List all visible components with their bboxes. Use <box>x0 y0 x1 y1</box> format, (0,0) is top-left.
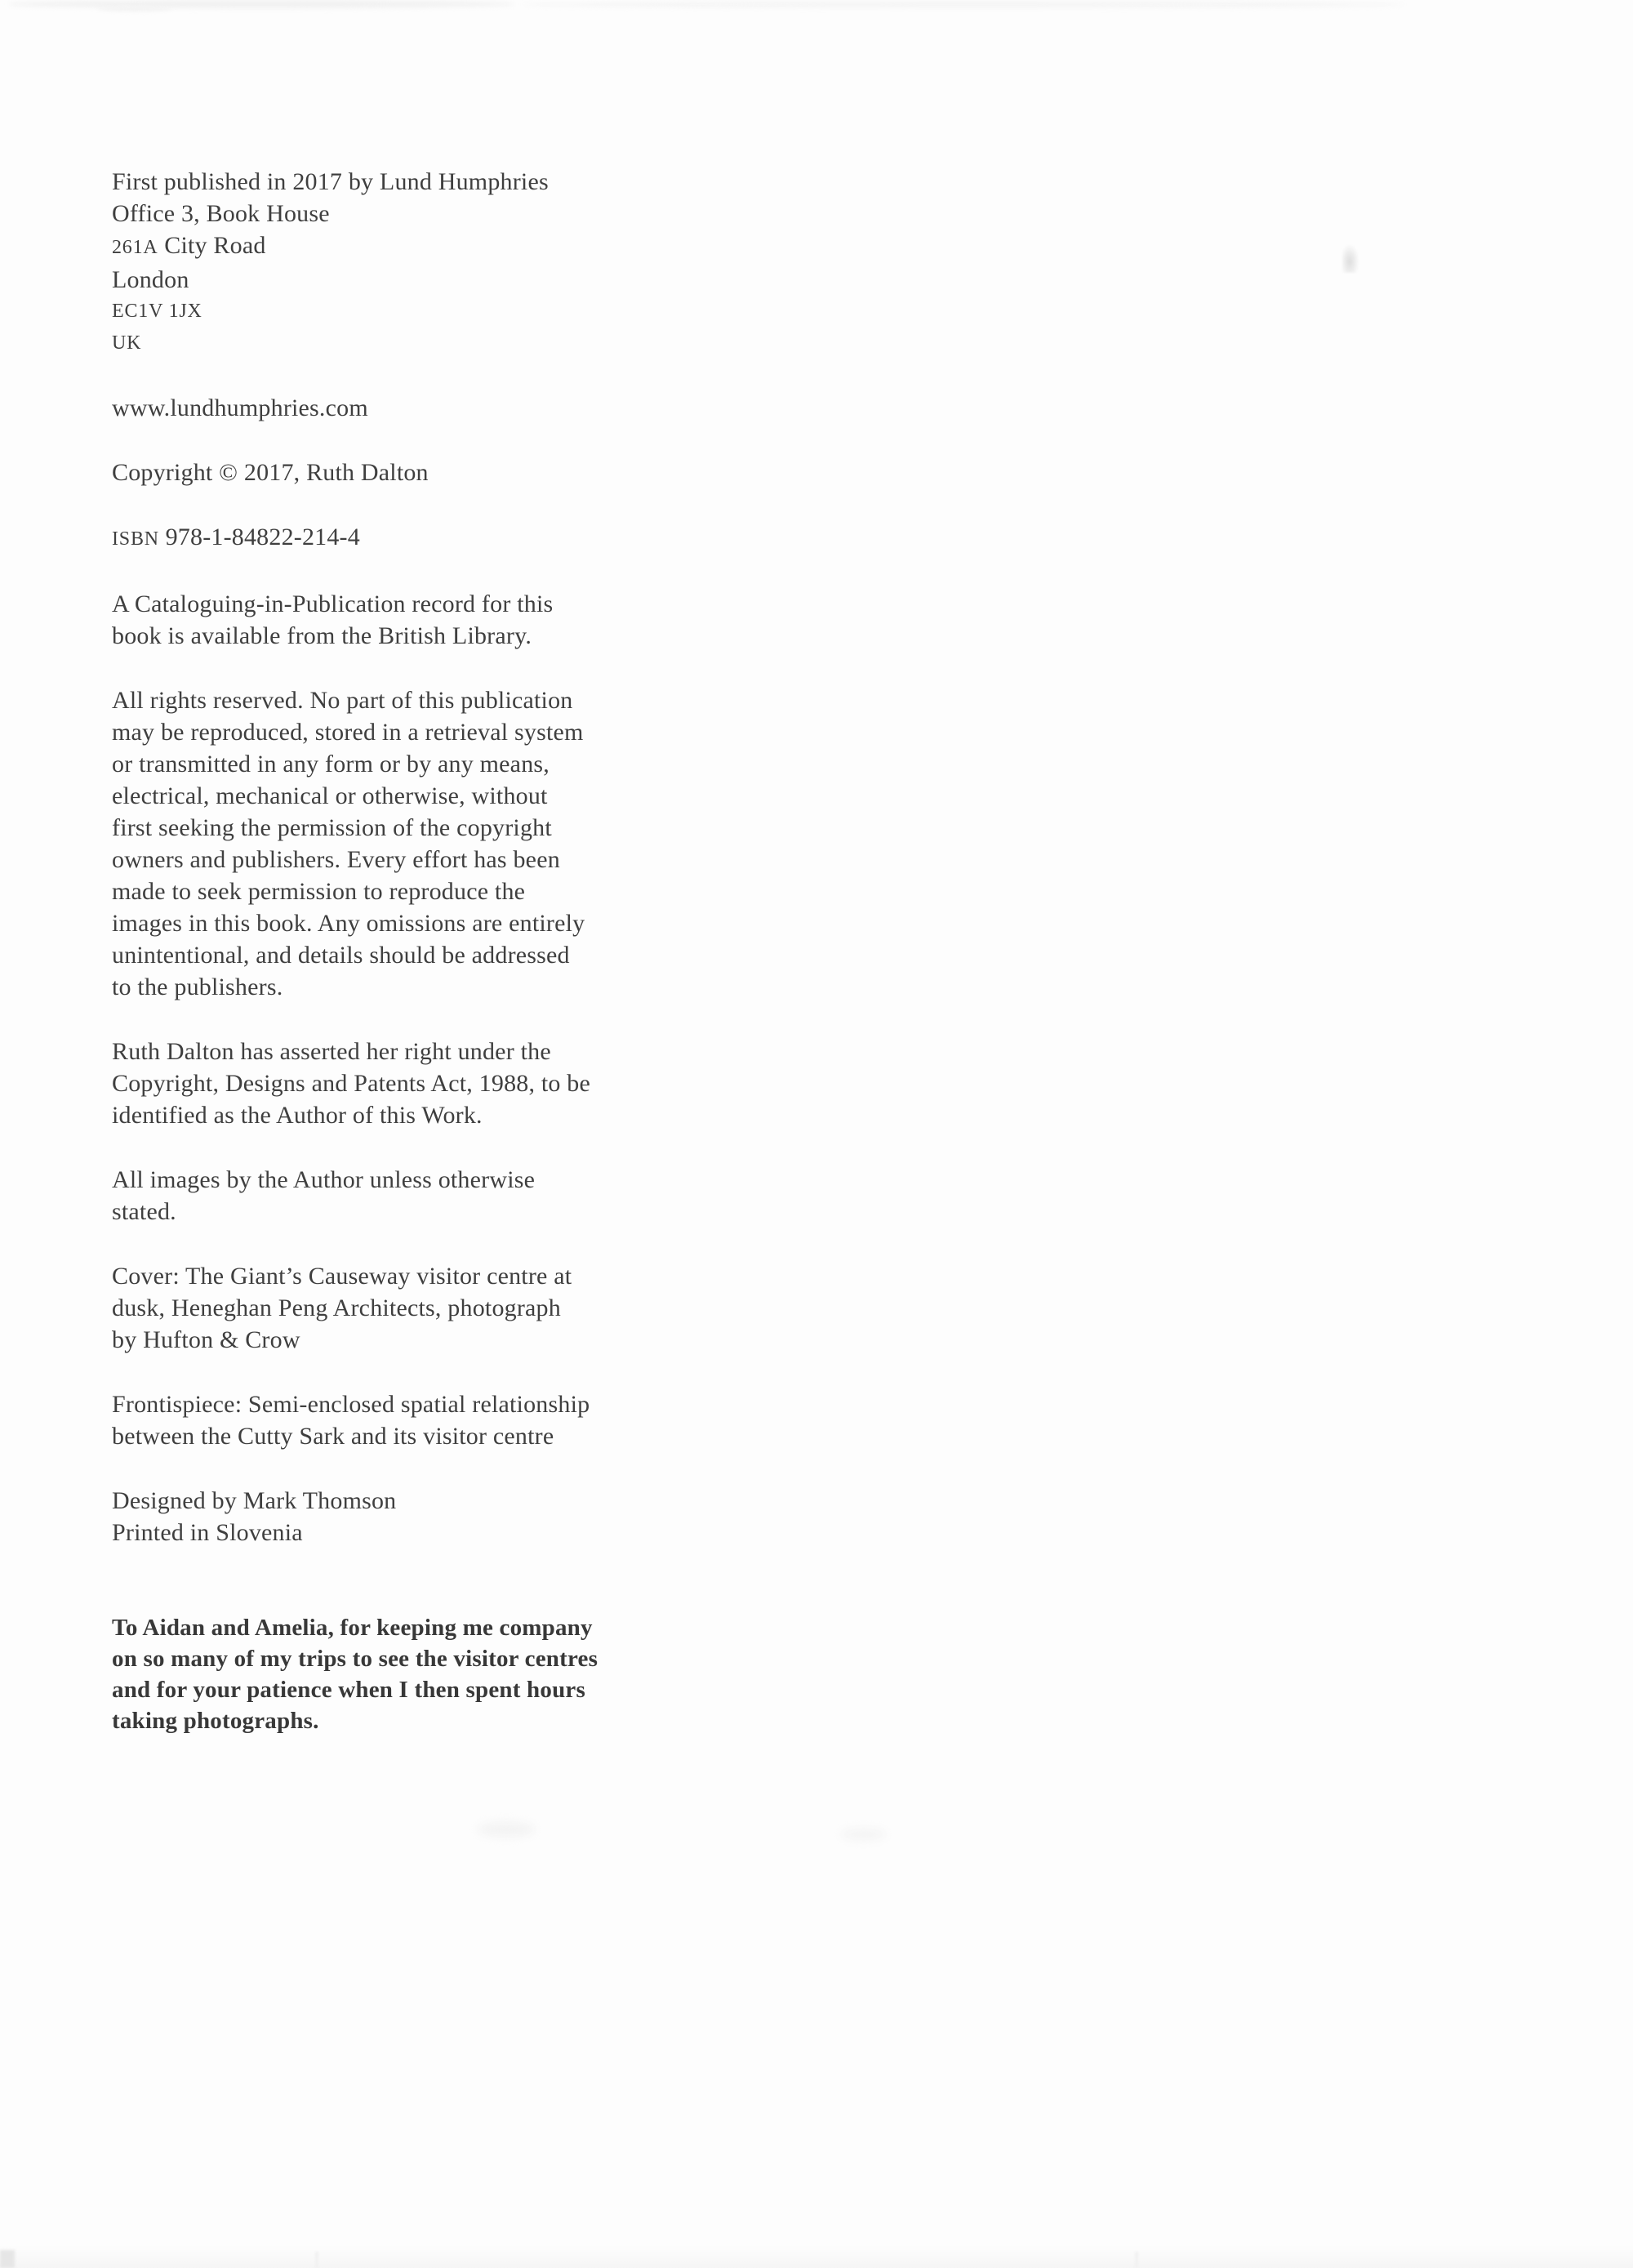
text-line: Copyright, Designs and Patents Act, 1988, to be <box>112 1070 591 1097</box>
text-line: taking photographs. <box>112 1708 319 1734</box>
publisher-website <box>112 392 798 424</box>
country-line: UK <box>112 332 142 354</box>
copyright-line <box>112 457 798 488</box>
text-line <box>112 521 798 555</box>
text-line: Designed by Mark Thomson <box>112 1487 397 1514</box>
imprint-content <box>112 166 798 1769</box>
scan-artifact-bottom-strip <box>0 2245 1633 2268</box>
text-line: Copyright © 2017, Ruth Dalton <box>112 459 429 486</box>
text-line: owners and publishers. Every effort has been <box>112 846 560 873</box>
street-number: 261A <box>112 237 158 258</box>
dedication <box>112 1612 798 1736</box>
text-line: A Cataloguing-in-Publication record for this <box>112 590 554 617</box>
text-line: Frontispiece: Semi-enclosed spatial relationship <box>112 1391 590 1418</box>
text-line: Cover: The Giant’s Causeway visitor centre at <box>112 1263 572 1290</box>
text-line: unintentional, and details should be addressed <box>112 942 570 969</box>
text-line: and for your patience when I then spent hours <box>112 1677 585 1703</box>
text-line: To Aidan and Amelia, for keeping me company <box>112 1615 593 1641</box>
scan-artifact-seam <box>1135 2252 1138 2268</box>
text-line: electrical, mechanical or otherwise, without <box>112 782 548 809</box>
street-name: City Road <box>158 232 266 259</box>
text-line: first seeking the permission of the copyright <box>112 814 552 841</box>
scan-artifact-smudge <box>478 1821 535 1838</box>
cover-credit <box>112 1260 798 1356</box>
text-line: identified as the Author of this Work. <box>112 1102 483 1129</box>
text-line <box>112 229 798 264</box>
scan-artifact-seam <box>315 2252 318 2268</box>
author-assertion <box>112 1036 798 1131</box>
text-line: Printed in Slovenia <box>112 1519 303 1546</box>
cip-notice <box>112 588 798 652</box>
text-line: Ruth Dalton has asserted her right under the <box>112 1038 551 1065</box>
isbn-number: 978-1-84822-214-4 <box>158 524 360 550</box>
rights-notice <box>112 684 798 1003</box>
scan-artifact-smudge <box>841 1828 886 1841</box>
scan-artifact-corner-mark <box>0 2250 15 2268</box>
design-colophon <box>112 1485 798 1548</box>
frontispiece-credit <box>112 1388 798 1452</box>
text-line: made to seek permission to reproduce the <box>112 878 526 905</box>
text-line: book is available from the British Library. <box>112 622 532 649</box>
text-line: between the Cutty Sark and its visitor centre <box>112 1423 554 1450</box>
text-line: All rights reserved. No part of this publication <box>112 687 573 714</box>
text-line: Office 3, Book House <box>112 200 330 227</box>
dust-speck <box>1342 245 1359 273</box>
text-line: images in this book. Any omissions are entirely <box>112 910 585 937</box>
text-line: on so many of my trips to see the visitor centres <box>112 1646 598 1672</box>
website-text: www.lundhumphries.com <box>112 394 368 421</box>
imprint-address <box>112 166 798 359</box>
text-line: by Hufton & Crow <box>112 1326 300 1353</box>
scan-artifact-top-smudge <box>98 7 171 11</box>
text-line: or transmitted in any form or by any means, <box>112 751 550 778</box>
isbn-line <box>112 521 798 555</box>
text-line: to the publishers. <box>112 974 283 1000</box>
scan-artifact-top-smudge <box>523 2 1404 7</box>
text-line: London <box>112 266 189 293</box>
text-line: may be reproduced, stored in a retrieval system <box>112 719 584 746</box>
image-credits-note <box>112 1164 798 1228</box>
text-line: First published in 2017 by Lund Humphries <box>112 168 549 195</box>
text-line: dusk, Heneghan Peng Architects, photograph <box>112 1294 561 1321</box>
text-line: All images by the Author unless otherwise <box>112 1166 536 1193</box>
isbn-label: ISBN <box>112 528 159 550</box>
scan-artifact-top-smudge <box>8 0 514 8</box>
text-line: stated. <box>112 1198 176 1225</box>
postcode-line: EC1V 1JX <box>112 301 202 322</box>
